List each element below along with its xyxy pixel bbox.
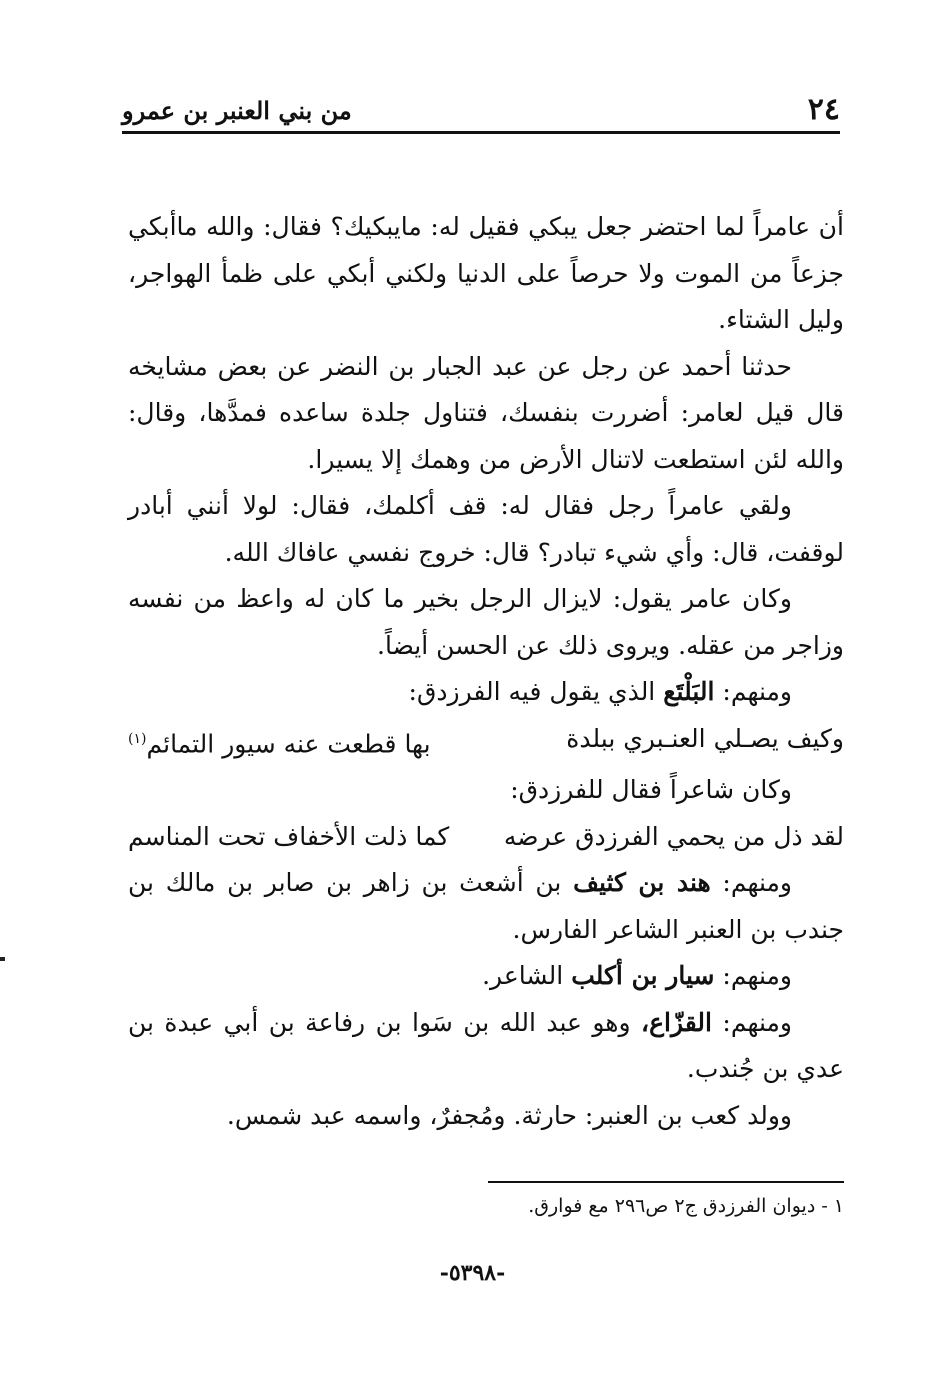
prefix-minhum: ومنهم: bbox=[722, 1007, 792, 1037]
paragraph-amir-weeping: أن عامراً لما احتضر جعل يبكي فقيل له: مايبكيك؟ فقال: والله ماأبكي جزعاً من الموت ولا حرصاً على الدنيا ولكني أبكي على ظمأ الهواجر، وليل الشتاء. bbox=[128, 212, 844, 334]
name-hind: هند بن كثيف bbox=[573, 868, 711, 898]
paragraph-met-amir: ولقي عامراً رجل فقال له: قف أكلمك، فقال: لولا أنني أبادر لوقفت، قال: وأي شيء تبادر؟ قال: خروج نفسي عافاك الله. bbox=[128, 491, 844, 567]
paragraph-qazza-rest: وهو عبد الله بن سَوا بن رفاعة بن أبي عبدة بن عدي بن جُندب. bbox=[128, 1007, 844, 1084]
paragraph-qazza bbox=[128, 1000, 844, 1093]
paragraph-poet-said: وكان شاعراً فقال للفرزدق: bbox=[510, 775, 792, 805]
paragraph-hadathana: حدثنا أحمد عن رجل عن عبد الجبار بن النضر عن بعض مشايخه قال قيل لعامر: أضررت بنفسك، فتناول جلدة ساعده فمدَّها، وقال: والله لئن استطعت لاتنال الأرض من وهمك إلا يسيرا. bbox=[128, 351, 844, 474]
paragraph-balta bbox=[128, 669, 844, 716]
paragraph-sayyar-rest: الشاعر. bbox=[482, 961, 564, 991]
page-header bbox=[122, 90, 840, 130]
header-rule bbox=[122, 131, 840, 134]
verse-line-2 bbox=[128, 814, 844, 861]
name-qazza: القزّاع، bbox=[641, 1007, 712, 1037]
name-balta: البَلْتَع bbox=[663, 677, 715, 706]
footnote-marker: (١) bbox=[128, 730, 147, 747]
paragraph-hind-rest: بن أشعث بن زاهر بن صابر بن مالك بن جندب بن العنبر الشاعر الفارس. bbox=[128, 868, 844, 944]
verse-2-second-hemistich: كما ذلت الأخفاف تحت المناسم bbox=[128, 821, 450, 851]
verse-1-second-hemistich: بها قطعت عنه سيور التمائم bbox=[146, 728, 431, 758]
running-title: من بني العنبر بن عمرو bbox=[122, 96, 352, 125]
verse-line-1 bbox=[128, 716, 844, 768]
footnote: ١ - ديوان الفرزدق ج٢ ص٢٩٦ مع فوارق. bbox=[528, 1195, 844, 1217]
footnote-rule bbox=[488, 1181, 844, 1183]
name-sayyar: سيار بن أكلب bbox=[571, 961, 715, 991]
prefix-minhum: ومنهم: bbox=[722, 677, 792, 706]
paragraph-hind bbox=[128, 860, 844, 953]
main-text bbox=[128, 204, 844, 1139]
page-number: ٢٤ bbox=[807, 92, 840, 127]
scan-speck bbox=[0, 957, 5, 961]
paragraph-balta-rest: الذي يقول فيه الفرزدق: bbox=[408, 677, 656, 706]
folio-number: -٥٣٩٨- bbox=[439, 1260, 506, 1286]
verse-2-first-hemistich: لقد ذل من يحمي الفرزدق عرضه bbox=[503, 821, 844, 851]
paragraph-amir-saying: وكان عامر يقول: لايزال الرجل بخير ما كان له واعظ من نفسه وزاجر من عقله. ويروى ذلك عن الحسن أيضاً. bbox=[128, 584, 844, 660]
verse-1-first-hemistich: وكيف يصـلي العنـبري ببلدة bbox=[566, 723, 844, 753]
paragraph-kaab: وولد كعب بن العنبر: حارثة. ومُجفرٌ، واسمه عبد شمس. bbox=[226, 1100, 792, 1130]
prefix-minhum: ومنهم: bbox=[722, 868, 792, 898]
paragraph-sayyar bbox=[128, 953, 844, 1000]
prefix-minhum: ومنهم: bbox=[722, 961, 792, 991]
